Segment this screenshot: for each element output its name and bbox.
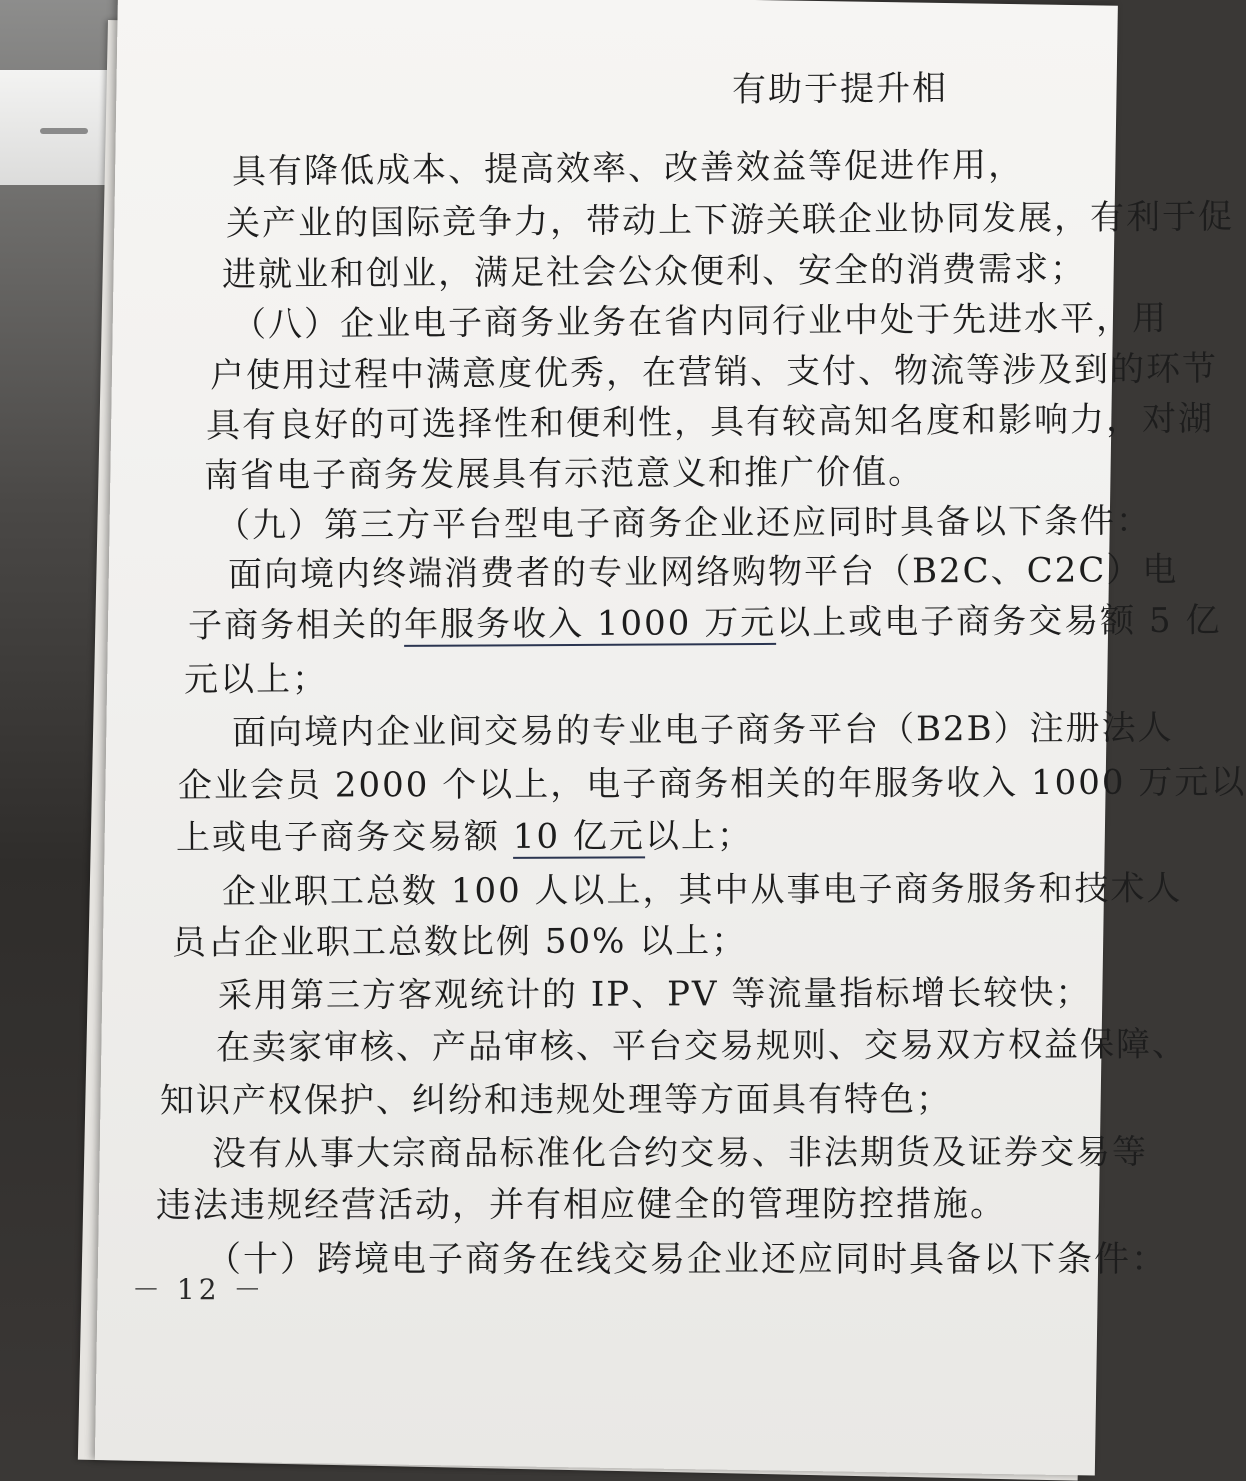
line-fragment: 企业会员 2000 个以上，电子商务相关的年服务收入 1000 万元以 bbox=[177, 762, 1246, 806]
text-line bbox=[176, 808, 753, 859]
text-line bbox=[216, 493, 1152, 547]
line-fragment: 在卖家审核、产品审核、平台交易规则、交易双方权益保障、 bbox=[215, 1024, 1189, 1068]
text-line bbox=[218, 965, 1092, 1017]
line-fragment: 具有降低成本、提高效率、改善效益等促进作用， bbox=[231, 145, 1025, 192]
line-fragment: 面向境内终端消费者的专业网络购物平台（B2C、C2C）电 bbox=[227, 550, 1179, 595]
text-line bbox=[210, 341, 1218, 397]
text-line bbox=[222, 241, 1086, 296]
line-fragment: 员占企业职工总数比例 50% 以上； bbox=[171, 920, 748, 963]
line-fragment: （八）企业电子商务业务在省内同行业中处于先进水平，用 bbox=[231, 298, 1169, 345]
text-line bbox=[232, 700, 1174, 754]
line-fragment: 具有良好的可选择性和便利性，具有较高知名度和影响力，对湖 bbox=[205, 398, 1215, 446]
line-fragment: 知识产权保护、纠纷和违规处理等方面具有特色； bbox=[159, 1079, 953, 1121]
text-line bbox=[232, 137, 1024, 193]
line-fragment: （十）跨境电子商务在线交易企业还应同时具备以下条件： bbox=[206, 1240, 1169, 1280]
text-line bbox=[204, 444, 924, 497]
text-line bbox=[188, 593, 1222, 647]
line-fragment: 元以上； bbox=[183, 659, 329, 700]
text-line bbox=[228, 542, 1179, 596]
underlined-fragment: 年服务收入 1000 万元 bbox=[403, 602, 777, 645]
text-line bbox=[732, 60, 948, 111]
text-line bbox=[184, 651, 328, 701]
line-fragment: 企业职工总数 100 人以上，其中从事电子商务服务和技术人 bbox=[221, 868, 1183, 912]
text-line bbox=[216, 1017, 1188, 1069]
text-line bbox=[222, 861, 1183, 913]
text-line bbox=[226, 189, 1234, 245]
text-line bbox=[232, 290, 1168, 346]
line-fragment: 以上或电子商务交易额 5 亿 bbox=[776, 600, 1222, 643]
line-fragment: 违法违规经营活动，并有相应健全的管理防控措施。 bbox=[155, 1184, 1008, 1226]
text-line bbox=[212, 1124, 1148, 1175]
text-line bbox=[156, 1177, 1007, 1228]
line-fragment: 采用第三方客观统计的 IP、PV 等流量指标增长较快； bbox=[217, 972, 1092, 1016]
underlined-fragment: 10 亿元 bbox=[512, 816, 645, 857]
text-line bbox=[206, 1232, 1168, 1282]
line-fragment: 没有从事大宗商品标准化合约交易、非法期货及证券交易等 bbox=[211, 1132, 1149, 1174]
line-fragment: 南省电子商务发展具有示范意义和推广价值。 bbox=[203, 452, 925, 496]
line-fragment: 进就业和创业，满足社会公众便利、安全的消费需求； bbox=[221, 248, 1087, 295]
line-fragment: 关产业的国际竞争力，带动上下游关联企业协同发展，有利于促 bbox=[225, 196, 1235, 244]
text-line bbox=[172, 913, 747, 964]
text-line bbox=[206, 391, 1214, 447]
text-line bbox=[178, 754, 1246, 807]
line-fragment: 面向境内企业间交易的专业电子商务平台（B2B）注册法人 bbox=[231, 708, 1174, 753]
line-fragment: （九）第三方平台型电子商务企业还应同时具备以下条件： bbox=[215, 501, 1153, 546]
line-fragment: 有助于提升相 bbox=[731, 68, 949, 110]
line-fragment: 以上； bbox=[644, 815, 753, 857]
line-fragment: 户使用过程中满意度优秀，在营销、支付、物流等涉及到的环节 bbox=[209, 348, 1219, 396]
line-fragment: 子商务相关的 bbox=[187, 604, 405, 646]
page-number: － 12 － bbox=[132, 1273, 266, 1306]
text-line bbox=[160, 1072, 952, 1122]
line-fragment: 上或电子商务交易额 bbox=[175, 816, 513, 858]
